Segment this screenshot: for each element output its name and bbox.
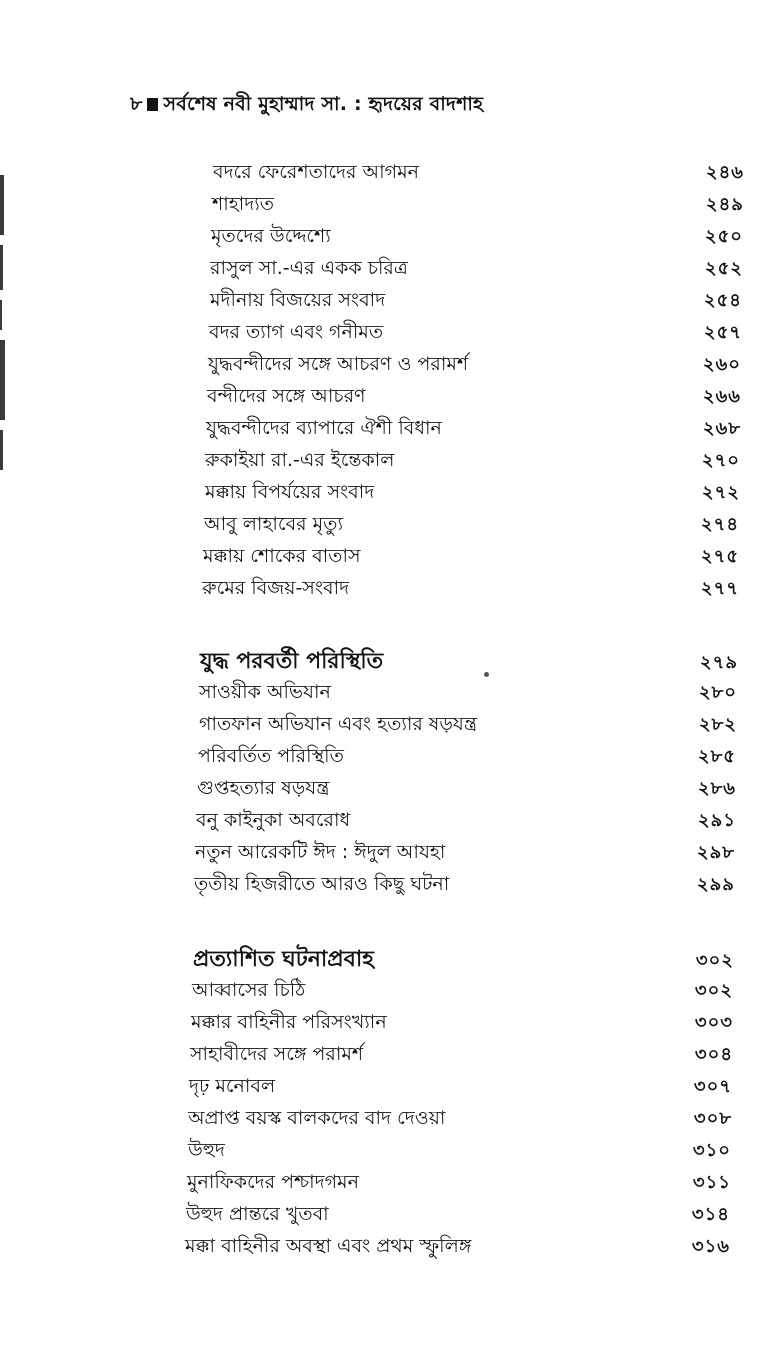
page-number: ৮ xyxy=(130,93,143,115)
toc-entry-title: যুদ্ধবন্দীদের ব্যাপারে ঐশী বিধান xyxy=(206,417,442,439)
toc-entry-page: ৩০২ xyxy=(694,980,733,1001)
page-edge-shadow xyxy=(0,300,2,330)
toc-entry xyxy=(206,414,741,444)
toc-entry-page: ২৫২ xyxy=(704,258,743,279)
toc-entry xyxy=(188,1104,732,1134)
toc-entry xyxy=(196,806,736,836)
toc-entry-page: ২৫০ xyxy=(704,226,743,247)
toc-entry xyxy=(198,742,736,772)
toc-entry xyxy=(194,870,735,900)
toc-entry xyxy=(210,286,742,316)
toc-entry-page: ২৯১ xyxy=(697,810,736,831)
toc-entry-title: রুমের বিজয়-সংবাদ xyxy=(202,577,350,599)
square-ornament-icon xyxy=(147,98,158,111)
toc-entry xyxy=(207,382,741,412)
toc-entry xyxy=(195,838,735,868)
page-edge-shadow xyxy=(0,245,3,290)
toc-entry-title: নতুন আরেকটি ঈদ : ঈদুল আযহা xyxy=(195,841,446,863)
toc-entry-title: বনু কাইনুকা অবরোধ xyxy=(196,809,351,831)
toc-entry-title: মৃতদের উদ্দেশ্যে xyxy=(211,225,331,247)
toc-entry-page: ২৭৫ xyxy=(700,546,739,567)
toc-entry-title: বদরে ফেরেশতাদের আগমন xyxy=(213,161,419,183)
toc-entry-title: রাসুল সা.-এর একক চরিত্র xyxy=(210,257,408,279)
toc-entry-page: ৩১০ xyxy=(692,1140,731,1161)
toc-entry-page: ২৪৬ xyxy=(705,162,744,183)
toc-entry-title: রুকাইয়া রা.-এর ইন্তেকাল xyxy=(205,449,395,471)
toc-entry-title: বদর ত্যাগ এবং গনীমত xyxy=(209,321,384,343)
toc-entry-page: ২৭৭ xyxy=(700,578,739,599)
toc-entry-title: মক্কায় শোকের বাতাস xyxy=(203,545,361,567)
page-edge-shadow xyxy=(0,175,4,235)
toc-entry-page: ২৬৬ xyxy=(702,386,741,407)
toc-entry xyxy=(209,318,742,348)
toc-entry xyxy=(211,222,743,252)
toc-entry-title: দৃঢ় মনোবল xyxy=(189,1075,276,1097)
toc-entry xyxy=(191,1008,733,1038)
toc-entry-title: মক্কা বাহিনীর অবস্থা এবং প্রথম স্ফুলিঙ্গ xyxy=(185,1235,472,1257)
toc-entry-title: বন্দীদের সঙ্গে আচরণ xyxy=(207,385,366,407)
page-edge-shadow xyxy=(0,430,3,470)
toc-entry-title: সাহাবীদের সঙ্গে পরামর্শ xyxy=(190,1043,364,1065)
toc-entry-page: ২৭০ xyxy=(701,450,740,471)
section-heading xyxy=(200,644,738,674)
toc-entry-page: ২৫৪ xyxy=(703,290,742,311)
toc-entry-page: ২৮৫ xyxy=(697,746,736,767)
toc-entry xyxy=(192,976,733,1006)
toc-entry-title: পরিবর্তিত পরিস্থিতি xyxy=(198,745,344,767)
toc-entry xyxy=(187,1168,731,1198)
toc-entry-title: তৃতীয় হিজরীতে আরও কিছু ঘটনা xyxy=(194,873,450,895)
toc-entry-page: ৩০৩ xyxy=(694,1012,733,1033)
toc-entry xyxy=(202,574,739,604)
toc-entry-page: ২৯৯ xyxy=(696,874,735,895)
page-edge-shadow xyxy=(0,340,5,420)
toc-entry xyxy=(205,446,740,476)
section-heading-title: যুদ্ধ পরবর্তী পরিস্থিতি xyxy=(200,649,384,674)
toc-entry-page: ২৬৮ xyxy=(702,418,741,439)
toc-entry-page: ৩০৪ xyxy=(694,1044,733,1065)
toc-entry-page: ২৬০ xyxy=(702,354,741,375)
toc-entry-page: ২৯৮ xyxy=(696,842,735,863)
toc-entry-title: উহুদ প্রান্তরে খুতবা xyxy=(186,1203,329,1225)
toc-entry xyxy=(199,678,737,708)
toc-entry-title: উহুদ xyxy=(188,1139,225,1161)
book-title: সর্বশেষ নবী মুহাম্মাদ সা. : হৃদয়ের বাদশাহ xyxy=(163,93,484,115)
toc-entry-title: গাতফান অভিযান এবং হত্যার ষড়যন্ত্র xyxy=(199,713,478,735)
toc-entry xyxy=(205,478,740,508)
toc-entry-title: মুনাফিকদের পশ্চাদগমন xyxy=(187,1171,359,1193)
toc-entry xyxy=(188,1136,731,1166)
toc-entry-page: ৩০৮ xyxy=(693,1108,732,1129)
toc-entry-title: যুদ্ধবন্দীদের সঙ্গে আচরণ ও পরামর্শ xyxy=(208,353,469,375)
toc-entry-page: ২৮৬ xyxy=(697,778,736,799)
toc-entry-page: ২৪৯ xyxy=(705,194,744,215)
running-head xyxy=(130,90,483,122)
toc-entry-title: মদীনায় বিজয়ের সংবাদ xyxy=(210,289,386,311)
toc-entry xyxy=(204,510,739,540)
toc-entry-page: ৩১৬ xyxy=(691,1236,730,1257)
toc-entry-page: ২৭৪ xyxy=(700,514,739,535)
toc-entry xyxy=(199,710,737,740)
toc-entry-page: ৩১৪ xyxy=(691,1204,730,1225)
toc-entry xyxy=(185,1232,730,1262)
toc-entry-title: মক্কার বাহিনীর পরিসংখ্যান xyxy=(191,1011,387,1033)
toc-entry-title: আবু লাহাবের মৃত্যু xyxy=(204,513,343,535)
toc-entry xyxy=(189,1072,732,1102)
toc-entry xyxy=(208,350,741,380)
toc-entry xyxy=(186,1200,730,1230)
toc-entry-page: ৩১১ xyxy=(692,1172,731,1193)
toc-entry-page: ২৮০ xyxy=(698,682,737,703)
toc-entry-title: অপ্রাপ্ত বয়স্ক বালকদের বাদ দেওয়া xyxy=(188,1107,446,1129)
toc-entry-title: সাওয়ীক অভিযান xyxy=(199,681,331,703)
toc-entry-page: ২৭২ xyxy=(701,482,740,503)
section-heading xyxy=(193,942,734,972)
toc-entry xyxy=(213,158,744,188)
section-heading-page: ৩০২ xyxy=(695,950,734,971)
toc-entry-title: গুপ্তহত্যার ষড়যন্ত্র xyxy=(197,777,330,799)
toc-entry-title: শাহাদ্যত xyxy=(212,193,274,215)
toc-entry xyxy=(190,1040,733,1070)
section-heading-title: প্রত্যাশিত ঘটনাপ্রবাহ xyxy=(193,947,374,972)
toc-entry-title: মক্কায় বিপর্যয়ের সংবাদ xyxy=(205,481,375,503)
toc-entry-title: আব্বাসের চিঠি xyxy=(192,979,306,1001)
toc-entry xyxy=(212,190,744,220)
toc-entry-page: ২৫৭ xyxy=(703,322,742,343)
toc-entry xyxy=(203,542,739,572)
section-heading-page: ২৭৯ xyxy=(699,652,738,673)
toc-entry xyxy=(197,774,736,804)
toc-entry xyxy=(210,254,743,284)
toc-entry-page: ৩০৭ xyxy=(693,1076,732,1097)
ink-speck xyxy=(484,672,489,677)
toc-entry-page: ২৮২ xyxy=(698,714,737,735)
